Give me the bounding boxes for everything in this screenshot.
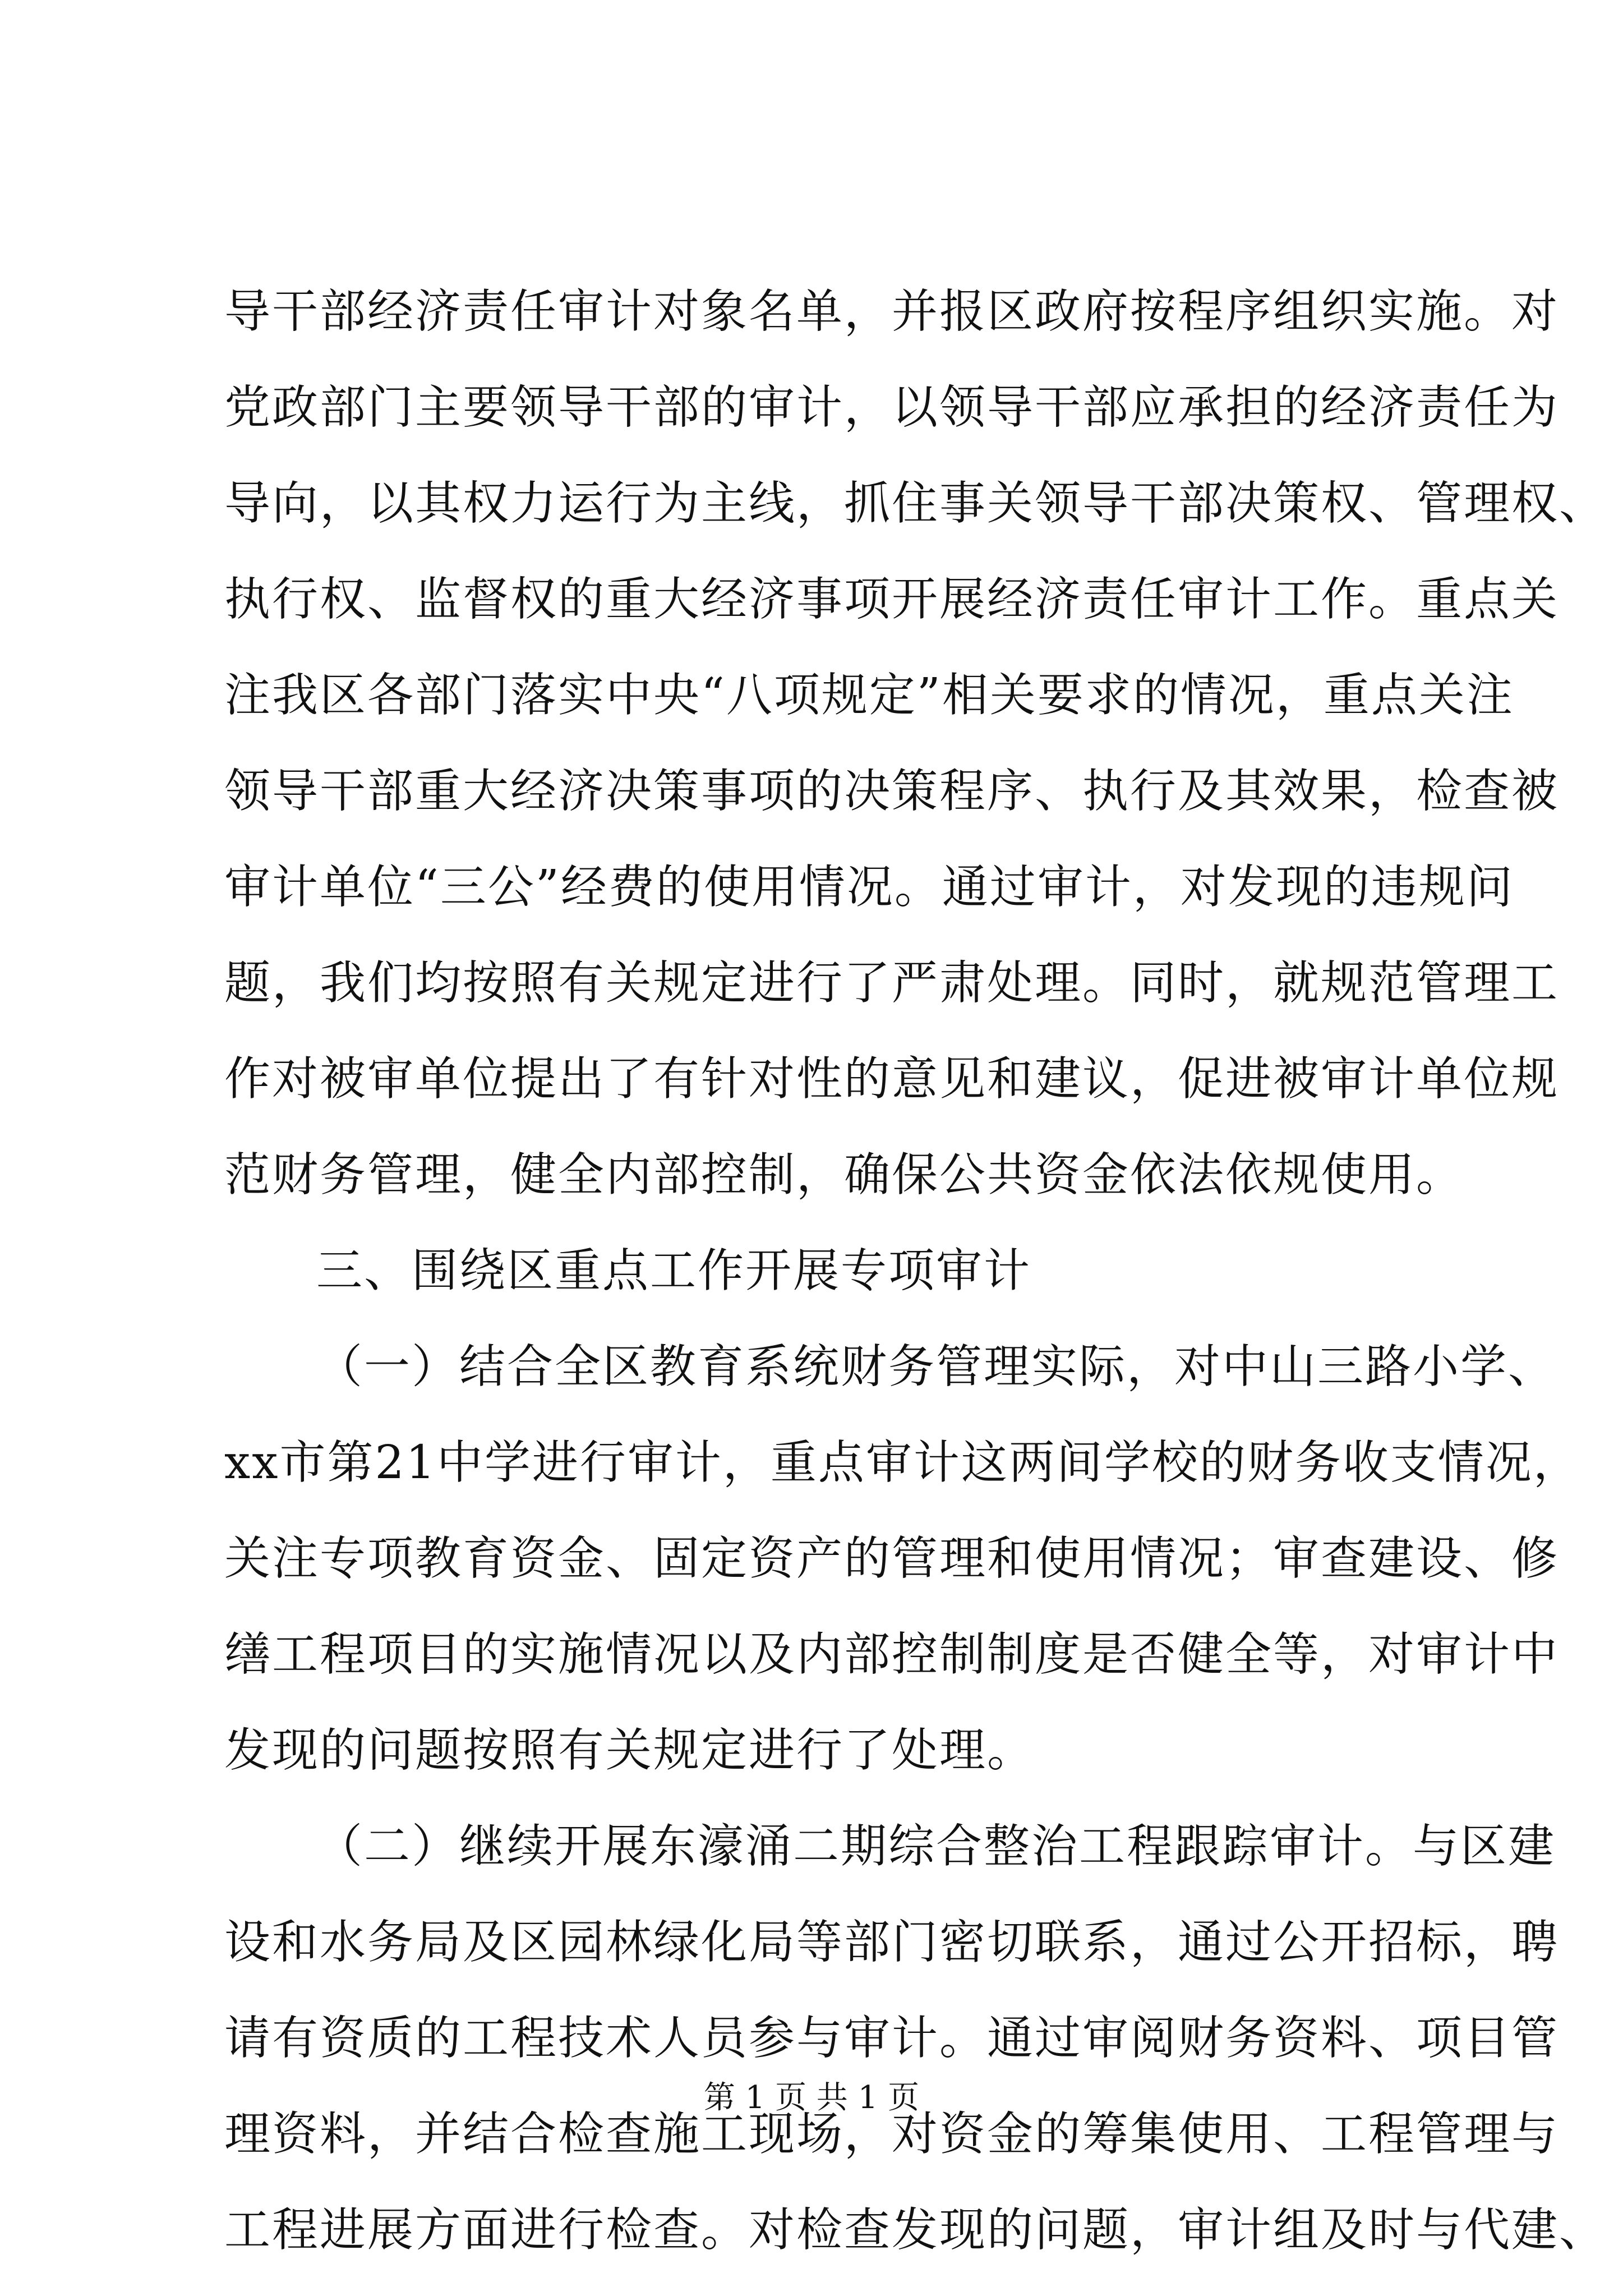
- text-line: 执行权、监督权的重大经济事项开展经济责任审计工作。重点关: [224, 573, 1560, 626]
- text-line: 作对被审单位提出了有针对性的意见和建议，促进被审计单位规: [224, 1052, 1560, 1106]
- text-line: （二）继续开展东濠涌二期综合整治工程跟踪审计。与区建: [316, 1820, 1556, 1873]
- text-line: 导向，以其权力运行为主线，抓住事关领导干部决策权、管理权、: [224, 477, 1607, 530]
- text-line: 注我区各部门落实中央“八项规定”相关要求的情况，重点关注: [224, 669, 1514, 722]
- text-line: 党政部门主要领导干部的审计，以领导干部应承担的经济责任为: [224, 381, 1560, 434]
- text-line: 缮工程项目的实施情况以及内部控制制度是否健全等，对审计中: [224, 1628, 1560, 1681]
- text-line: xx市第21中学进行审计，重点审计这两间学校的财务收支情况，: [224, 1436, 1581, 1489]
- text-line: 题，我们均按照有关规定进行了严肃处理。同时，就规范管理工: [224, 956, 1560, 1010]
- text-line: 导干部经济责任审计对象名单，并报区政府按程序组织实施。对: [224, 285, 1560, 338]
- text-line: 请有资质的工程技术人员参与审计。通过审阅财务资料、项目管: [224, 2012, 1560, 2065]
- page-footer: 第 1 页 共 1 页: [703, 2079, 920, 2116]
- text-line: （一）结合全区教育系统财务管理实际，对中山三路小学、: [316, 1340, 1556, 1393]
- text-line: 设和水务局及区园林绿化局等部门密切联系，通过公开招标，聘: [224, 1916, 1560, 1969]
- text-line: 审计单位“三公”经费的使用情况。通过审计，对发现的违规问: [224, 861, 1514, 914]
- document-body: [224, 264, 1607, 2278]
- text-line: 工程进展方面进行检查。对检查发现的问题，审计组及时与代建、: [224, 2203, 1607, 2257]
- text-line: 范财务管理，健全内部控制，确保公共资金依法依规使用。: [224, 1148, 1464, 1202]
- text-line: 关注专项教育资金、固定资产的管理和使用情况；审查建设、修: [224, 1532, 1560, 1585]
- text-line: 理资料，并结合检查施工现场，对资金的筹集使用、工程管理与: [224, 2108, 1560, 2161]
- text-line: 发现的问题按照有关规定进行了处理。: [224, 1724, 1035, 1777]
- section-heading: 三、围绕区重点工作开展专项审计: [316, 1244, 1032, 1297]
- text-line: 领导干部重大经济决策事项的决策程序、执行及其效果，检查被: [224, 765, 1560, 818]
